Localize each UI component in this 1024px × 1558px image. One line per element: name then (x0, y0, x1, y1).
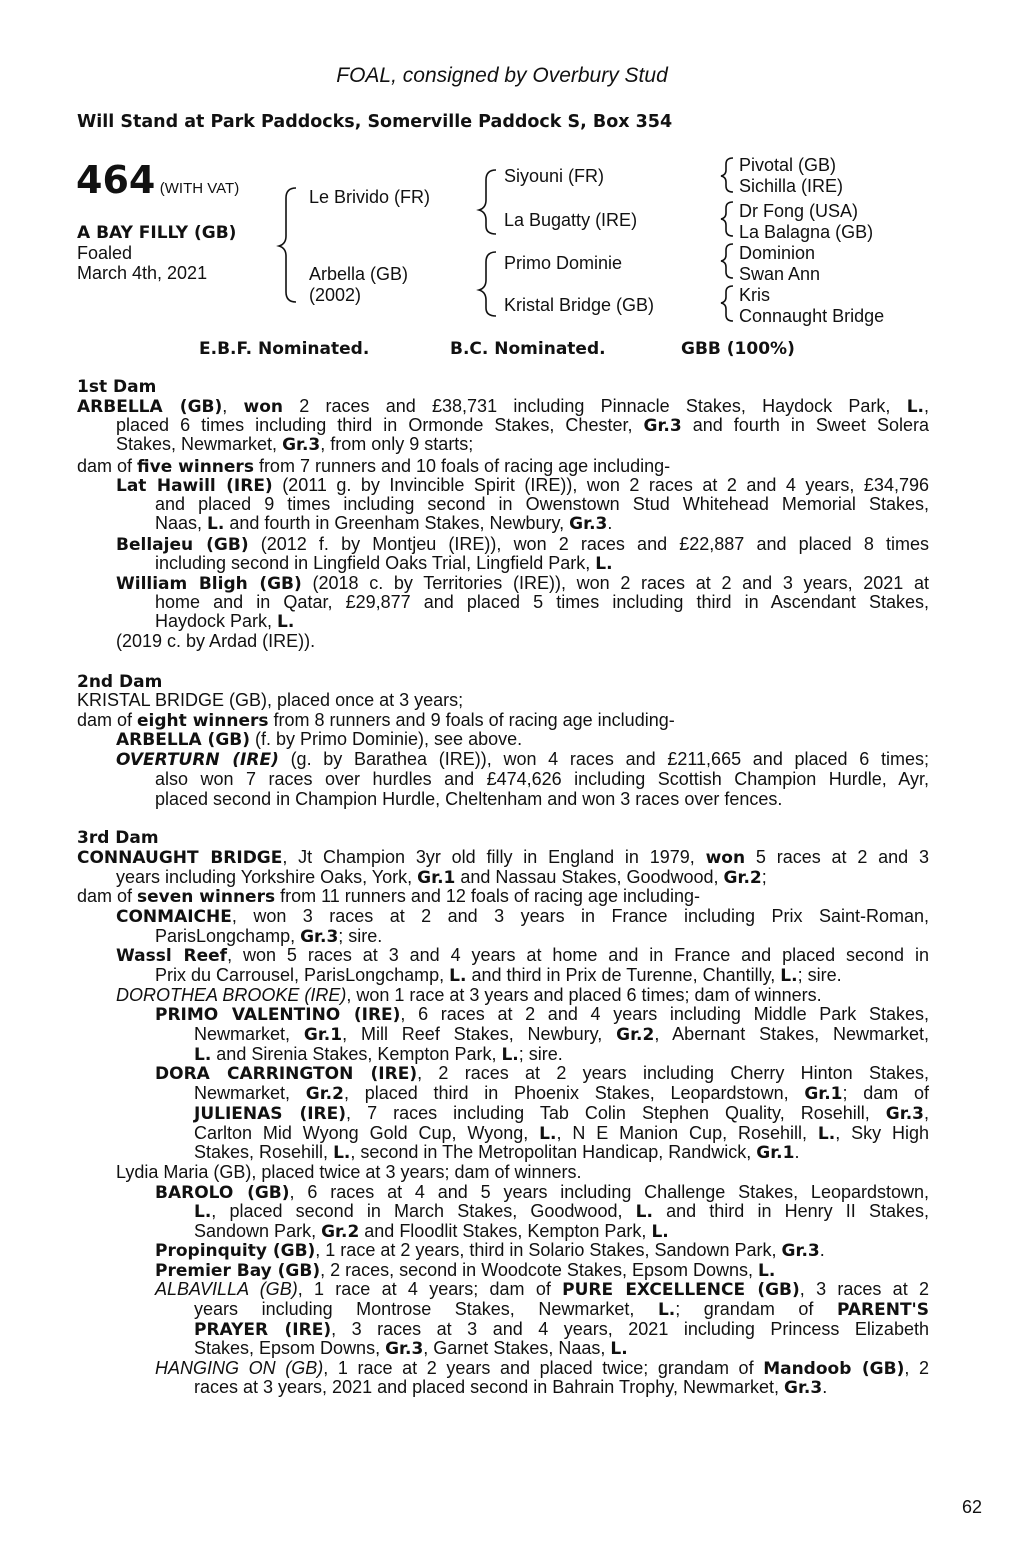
brace-dd (721, 286, 733, 321)
foaled-label: Foaled (77, 243, 133, 263)
dam3-g6-l1: ALBAVILLA (GB), 1 race at 4 years; dam of PURE EXCELLENCE (GB), 3 races at 2 (155, 1279, 929, 1300)
dam1-line4: dam of five winners from 7 runners and 10 foals of racing age including- (77, 456, 671, 477)
dam2-line2: dam of eight winners from 8 runners and 9 foals of racing age including- (77, 710, 675, 731)
dam1-produce2-l1: Bellajeu (GB) (2012 f. by Montjeu (IRE)), won 2 races and £22,887 and placed 8 times (116, 534, 929, 555)
dam3-line1: CONNAUGHT BRIDGE, Jt Champion 3yr old filly in England in 1979, won 5 races at 2 and 3 (77, 847, 929, 868)
dam3-g1-l1: PRIMO VALENTINO (IRE), 6 races at 2 and 4 years including Middle Park Stakes, (155, 1004, 929, 1025)
dam3-line2: years including Yorkshire Oaks, York, Gr.1 and Nassau Stakes, Goodwood, Gr.2; (116, 867, 767, 888)
foaled-date: March 4th, 2021 (77, 263, 208, 283)
ss-sire: Pivotal (GB) (739, 155, 837, 175)
sire-name: Le Brivido (FR) (309, 187, 431, 207)
dam3-g2-l1: DORA CARRINGTON (IRE), 2 races at 2 years including Cherry Hinton Stakes, (155, 1063, 929, 1084)
lot-title: A BAY FILLY (GB) (77, 223, 237, 243)
dam3-g6-l3: PRAYER (IRE), 3 races at 3 and 4 years, 2021 including Princess Elizabeth (194, 1319, 929, 1340)
dam3-c4: Lydia Maria (GB), placed twice at 3 years; dam of winners. (116, 1162, 582, 1182)
ds-dam: Swan Ann (739, 264, 821, 284)
stand-line: Will Stand at Park Paddocks, Somerville Paddock S, Box 354 (77, 112, 673, 132)
dam3-g2-l2: Newmarket, Gr.2, placed third in Phoenix Stakes, Leopardstown, Gr.1; dam of (194, 1083, 930, 1104)
dam3-g3-l1: BAROLO (GB), 6 races at 4 and 5 years including Challenge Stakes, Leopardstown, (155, 1182, 930, 1203)
brace-sd (721, 202, 733, 236)
dam-name: Arbella (GB) (309, 264, 409, 284)
dam1-produce3-l1: William Bligh (GB) (2018 c. by Territories (IRE)), won 2 races at 2 and 3 years, 2021 at (116, 573, 929, 594)
dam2-heading: 2nd Dam (77, 672, 163, 692)
dam2-produce2-l1: OVERTURN (IRE) (g. by Barathea (IRE)), won 4 races and £211,665 and placed 6 times; (116, 749, 929, 770)
dam3-g6-l2: years including Montrose Stakes, Newmarket, L.; grandam of PARENT'S (194, 1299, 929, 1320)
dam3-g3-l2: L., placed second in March Stakes, Goodwood, L. and third in Henry II Stakes, (194, 1201, 929, 1222)
dam3-g2-l5: Stakes, Rosehill, L., second in The Metropolitan Handicap, Randwick, Gr.1. (194, 1142, 800, 1163)
dam3-g1-l2: Newmarket, Gr.1, Mill Reef Stakes, Newbury, Gr.2, Abernant Stakes, Newmarket, (194, 1024, 929, 1045)
dam3-c2-l1: Wassl Reef, won 5 races at 3 and 4 years at home and in France and placed second in (116, 945, 929, 966)
dam2-produce1: ARBELLA (GB) (f. by Primo Dominie), see above. (116, 729, 523, 750)
brace-main (279, 188, 296, 302)
dam3-line3: dam of seven winners from 11 runners and 12 foals of racing age including- (77, 886, 701, 907)
dam1-line1: ARBELLA (GB), won 2 races and £38,731 including Pinnacle Stakes, Haydock Park, L., (77, 396, 929, 417)
lot-number-value: 464 (76, 158, 156, 202)
dam1-produce1-l2: and placed 9 times including second in Owenstown Stud Whitehead Memorial Stakes, (155, 494, 929, 514)
dam1-line2: placed 6 times including third in Ormonde Stakes, Chester, Gr.3 and fourth in Sweet Solera (116, 415, 929, 436)
ss-dam: Sichilla (IRE) (739, 176, 844, 196)
bc-nomination: B.C. Nominated. (450, 339, 606, 359)
dam1-produce4: (2019 c. by Ardad (IRE)). (116, 631, 316, 651)
sire-dam: La Bugatty (IRE) (504, 210, 638, 230)
dam2-produce2-l2: also won 7 races over hurdles and £474,626 including Scottish Champion Hurdle, Ayr, (155, 769, 929, 789)
dam-sire: Primo Dominie (504, 253, 623, 273)
dam3-g1-l3: L. and Sirenia Stakes, Kempton Park, L.; sire. (194, 1044, 563, 1065)
dam3-g3-l3: Sandown Park, Gr.2 and Floodlit Stakes, Kempton Park, L. (194, 1221, 669, 1242)
brace-ds (721, 244, 733, 278)
dam3-c3: DOROTHEA BROOKE (IRE), won 1 race at 3 years and placed 6 times; dam of winners. (116, 985, 822, 1005)
dam2-produce2-l3: placed second in Champion Hurdle, Cheltenham and won 3 races over fences. (155, 789, 783, 809)
dam1-line3: Stakes, Newmarket, Gr.3, from only 9 starts; (116, 434, 474, 455)
dam3-heading: 3rd Dam (77, 828, 159, 848)
brace-sire (479, 170, 496, 234)
dam3-c2-l2: Prix du Carrousel, ParisLongchamp, L. and third in Prix de Turenne, Chantilly, L.; sire. (155, 965, 842, 986)
dam2-line1: KRISTAL BRIDGE (GB), placed once at 3 years; (77, 690, 464, 710)
sd-dam: La Balagna (GB) (739, 222, 874, 242)
ds-sire: Dominion (739, 243, 816, 263)
gbb-label: GBB (100%) (681, 339, 795, 359)
ebf-nomination: E.B.F. Nominated. (199, 339, 370, 359)
dam3-g4: Propinquity (GB), 1 race at 2 years, third in Solario Stakes, Sandown Park, Gr.3. (155, 1240, 825, 1261)
dd-dam: Connaught Bridge (739, 306, 885, 326)
dam1-heading: 1st Dam (77, 377, 157, 397)
vat-label: (WITH VAT) (159, 180, 240, 197)
dam1-produce3-l2: home and in Qatar, £29,877 and placed 5 times including third in Ascendant Stakes, (155, 592, 929, 612)
page-number: 62 (962, 1497, 983, 1517)
dam1-produce3-l3: Haydock Park, L. (155, 611, 295, 632)
sd-sire: Dr Fong (USA) (739, 201, 859, 221)
dam-year: (2002) (309, 285, 362, 305)
dam3-g7-l2: races at 3 years, 2021 and placed second in Bahrain Trophy, Newmarket, Gr.3. (194, 1377, 828, 1398)
dam3-g5: Premier Bay (GB), 2 races, second in Woodcote Stakes, Epsom Downs, L. (155, 1260, 776, 1281)
consignor-line: FOAL, consigned by Overbury Stud (336, 64, 668, 87)
dam1-produce2-l2: including second in Lingfield Oaks Trial, Lingfield Park, L. (155, 553, 613, 574)
sire-sire: Siyouni (FR) (504, 166, 605, 186)
dam3-g2-l4: Carlton Mid Wyong Gold Cup, Wyong, L., N E Manion Cup, Rosehill, L., Sky High (194, 1123, 929, 1144)
brace-dam (479, 252, 496, 316)
dam1-produce1-l3: Naas, L. and fourth in Greenham Stakes, Newbury, Gr.3. (155, 513, 613, 534)
dam3-c1-l1: CONMAICHE, won 3 races at 2 and 3 years in France including Prix Saint-Roman, (116, 906, 929, 927)
dam3-g7-l1: HANGING ON (GB), 1 race at 2 years and placed twice; grandam of Mandoob (GB), 2 (155, 1358, 929, 1379)
dam-dam: Kristal Bridge (GB) (504, 295, 655, 315)
dam1-produce1-l1: Lat Hawill (IRE) (2011 g. by Invincible Spirit (IRE)), won 2 races at 2 and 4 years, £34,796 (116, 475, 929, 496)
dam3-c1-l2: ParisLongchamp, Gr.3; sire. (155, 926, 383, 947)
dam3-g2-l3: JULIENAS (IRE), 7 races including Tab Colin Stephen Quality, Rosehill, Gr.3, (194, 1103, 930, 1124)
brace-ss (721, 158, 733, 192)
dam3-g6-l4: Stakes, Epsom Downs, Gr.3, Garnet Stakes, Naas, L. (194, 1338, 628, 1359)
dd-sire: Kris (739, 285, 770, 305)
